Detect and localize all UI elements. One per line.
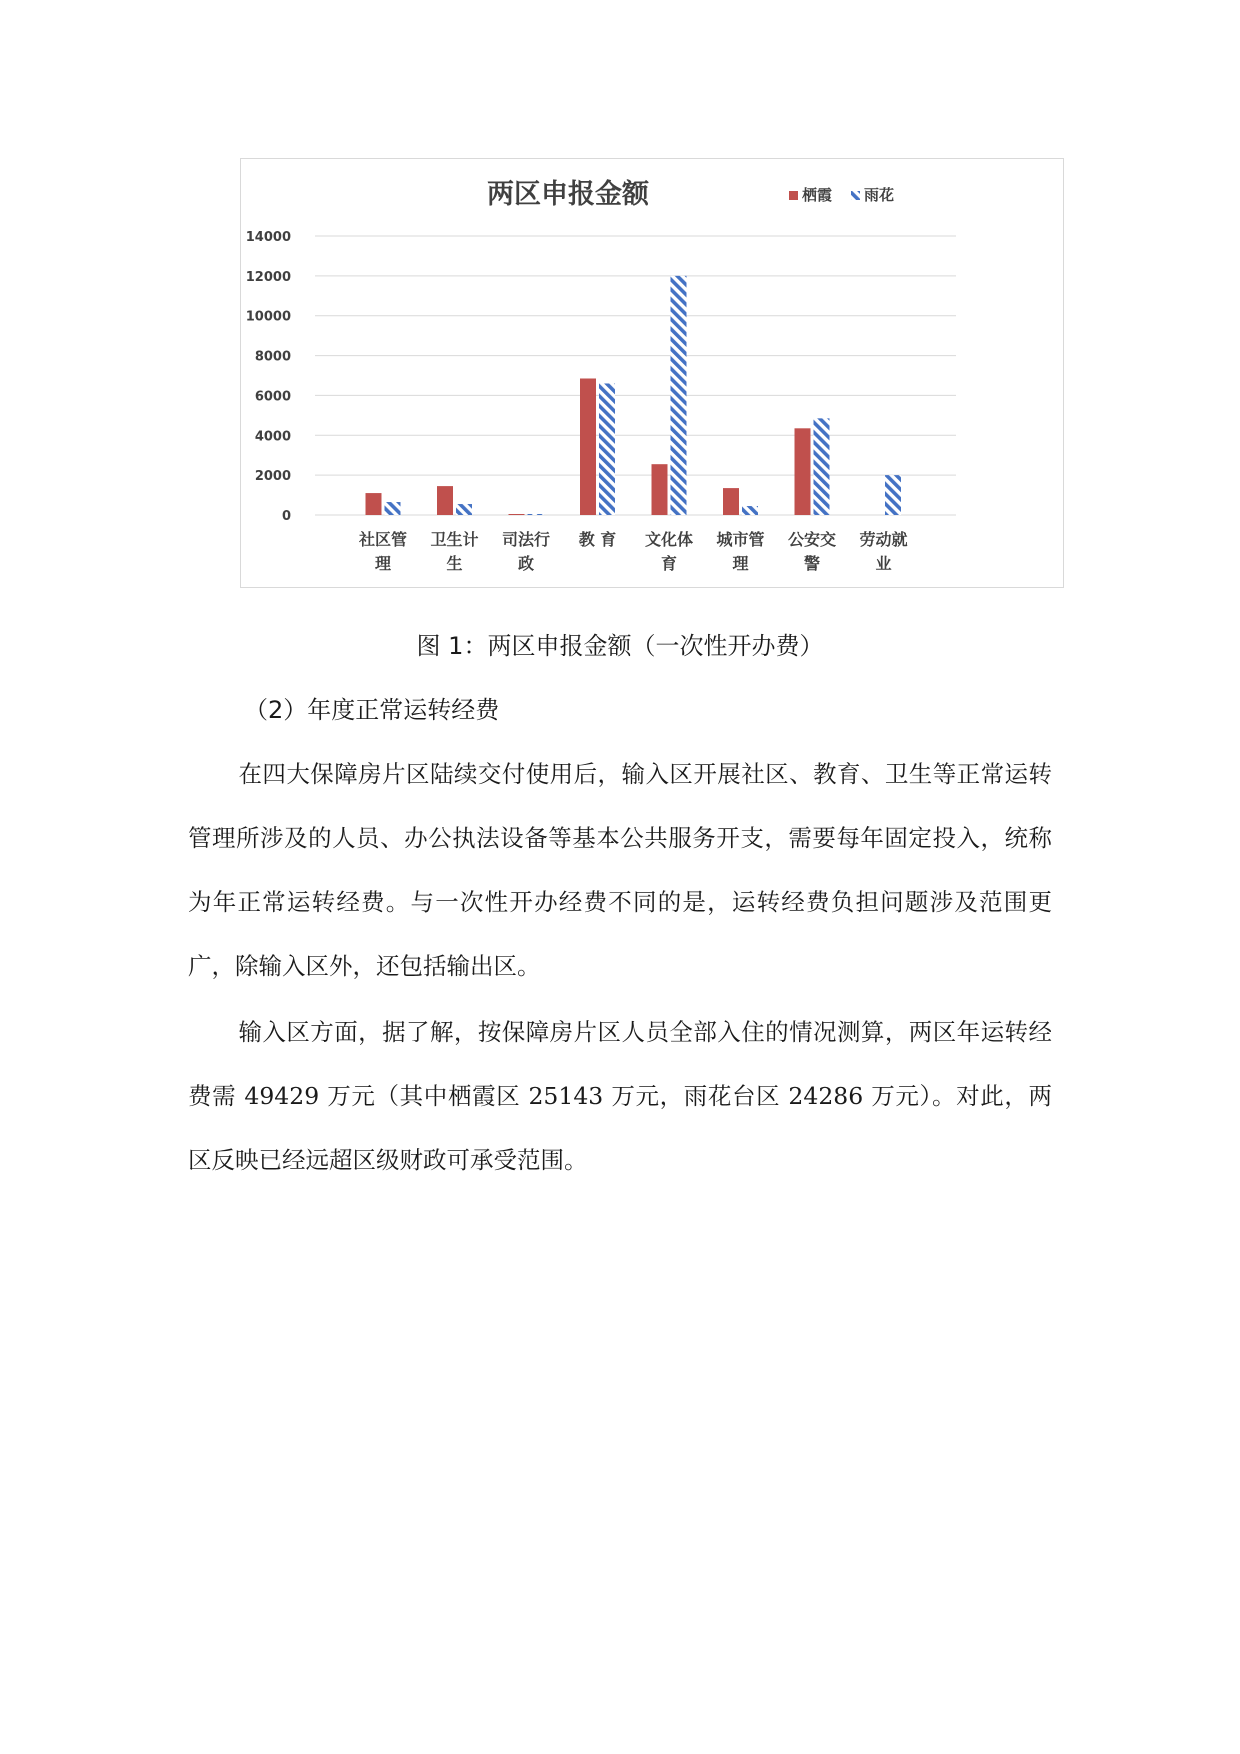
paragraph-1-text: 在四大保障房片区陆续交付使用后，输入区开展社区、教育、卫生等正常运转管理所涉及的人员、办公执法设备等基本公共服务开支，需要每年固定投入，统称为年正常运转经费。与一次性开办经费不同的是，运转经费负担问题涉及范围更广，除输入区外，还包括输出区。 <box>188 760 1052 980</box>
bar-chart <box>240 158 1064 588</box>
bar-qixia <box>723 488 739 515</box>
x-tick-label: 理 <box>374 554 392 573</box>
x-tick-label: 政 <box>517 554 535 573</box>
x-tick-label: 理 <box>732 554 749 573</box>
legend-label: 栖霞 <box>802 186 833 204</box>
bar-yuhua <box>671 276 687 515</box>
x-tick-label: 警 <box>803 554 821 573</box>
bar-yuhua <box>599 383 615 515</box>
paragraph-2 <box>188 1000 1052 1192</box>
paragraph-1 <box>188 742 1052 998</box>
x-tick-label: 文化体 <box>644 530 694 549</box>
legend-swatch <box>789 191 798 200</box>
x-tick-label: 生 <box>446 554 463 573</box>
x-tick-label: 司法行 <box>501 530 551 549</box>
y-tick-label: 2000 <box>254 469 291 485</box>
y-tick-label: 10000 <box>245 309 291 325</box>
x-tick-label: 城市管 <box>716 530 765 549</box>
bar-yuhua <box>385 502 401 515</box>
bar-yuhua <box>885 475 901 515</box>
bar-yuhua <box>456 504 472 515</box>
bar-yuhua <box>742 506 758 515</box>
y-tick-label: 8000 <box>254 349 291 365</box>
bar-qixia <box>795 428 811 515</box>
legend-swatch <box>851 191 860 200</box>
chart-legend <box>789 186 894 204</box>
y-tick-label: 14000 <box>245 230 291 245</box>
bar-yuhua <box>528 514 544 515</box>
bar-qixia <box>366 493 382 515</box>
bar-yuhua <box>814 418 830 515</box>
figure-caption: 图 1：两区申报金额（一次性开办费） <box>416 632 824 660</box>
y-tick-label: 0 <box>281 509 291 524</box>
paragraph-2-text: 输入区方面，据了解，按保障房片区人员全部入住的情况测算，两区年运转经费需 49429 万元（其中栖霞区 25143 万元，雨花台区 24286 万元）。对此，两区反映已经远超区级财政可承受范围。 <box>188 1018 1052 1174</box>
y-tick-label: 12000 <box>245 269 291 285</box>
x-tick-label: 业 <box>875 554 892 573</box>
bar-qixia <box>509 514 525 515</box>
bar-qixia <box>580 378 596 515</box>
chart-title: 两区申报金额 <box>487 179 649 210</box>
legend-label: 雨花 <box>864 186 895 204</box>
section-subheading: （2）年度正常运转经费 <box>244 696 500 724</box>
chart-canvas <box>241 159 1063 587</box>
x-tick-label: 卫生计 <box>430 530 479 549</box>
bar-qixia <box>652 464 668 515</box>
x-tick-label: 育 <box>660 554 678 573</box>
x-tick-label: 教 育 <box>578 530 617 549</box>
y-tick-label: 6000 <box>254 389 291 405</box>
bar-qixia <box>437 486 453 515</box>
y-tick-label: 4000 <box>254 429 291 445</box>
x-tick-label: 公安交 <box>787 530 837 549</box>
x-tick-label: 社区管 <box>358 530 408 549</box>
x-tick-label: 劳动就 <box>859 530 908 549</box>
